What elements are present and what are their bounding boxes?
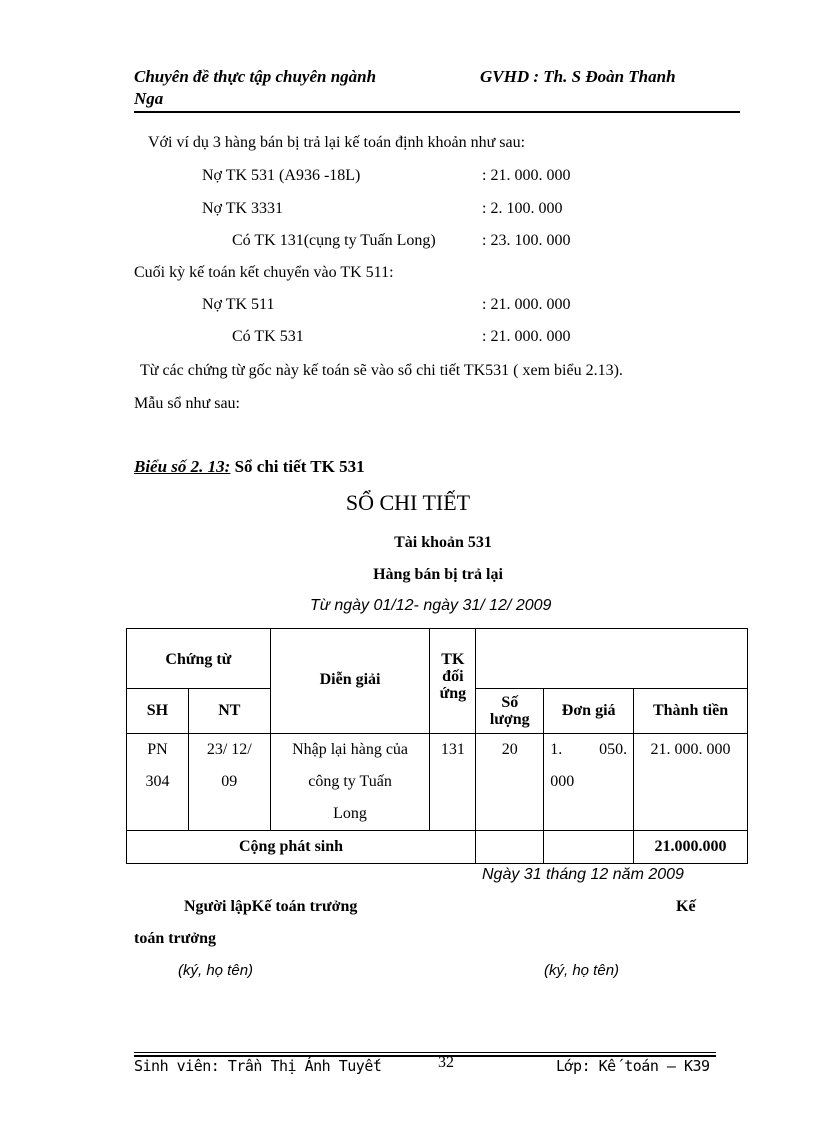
- col-so-luong: [476, 689, 544, 734]
- entry-amount: : 2. 100. 000: [482, 200, 563, 217]
- total-empty-cell: [476, 831, 544, 864]
- col-don-gia: Đơn giá: [544, 689, 634, 734]
- intro-line: Với ví dụ 3 hàng bán bị trả lại kế toán định khoản như sau:: [148, 134, 526, 151]
- cell-line: PN: [147, 741, 168, 758]
- cell-line: [550, 734, 627, 766]
- header-empty-cell: [476, 629, 748, 689]
- header-title: Chuyên đề thực tập chuyên ngành: [134, 67, 377, 86]
- entry-amount: : 23. 100. 000: [482, 232, 571, 249]
- col-nt: NT: [188, 689, 270, 734]
- table-header-row: [127, 629, 748, 689]
- signature-left-note: (ký, họ tên): [178, 962, 254, 979]
- footer-rule-top: [134, 1052, 716, 1053]
- form-label: Biểu số 2. 13:: [134, 457, 231, 476]
- col-thanh-tien: Thành tiền: [634, 689, 748, 734]
- form-account: Tài khoản 531: [394, 534, 492, 551]
- cell-line: 304: [145, 773, 170, 790]
- table-row: [127, 734, 748, 831]
- signature-chief-cont: toán trưởng: [134, 930, 217, 947]
- footer-page-number: 32: [438, 1054, 454, 1071]
- cell-nt: [188, 734, 270, 831]
- entry-amount: : 21. 000. 000: [482, 328, 571, 345]
- cell-line: Long: [333, 805, 367, 822]
- header-rule: [134, 111, 740, 113]
- header-advisor: GVHD : Th. S Đoàn Thanh: [480, 67, 676, 86]
- entry-label: Có TK 531: [232, 328, 304, 345]
- form-account-name: Hàng bán bị trả lại: [373, 566, 503, 583]
- cell-thanh-tien: 21. 000. 000: [634, 734, 748, 831]
- entry-label: Nợ TK 3331: [202, 200, 284, 217]
- footer-class: Lớp: Kế toán – K39: [556, 1057, 710, 1075]
- col-so-luong-line: Số: [501, 694, 519, 711]
- col-tk-line: đối: [442, 668, 464, 685]
- cell-line: Nhập lại hàng của: [292, 741, 409, 758]
- cell-line: công ty Tuấn: [308, 773, 392, 790]
- col-so-luong-line: lượng: [489, 711, 530, 728]
- cell-sh: [127, 734, 189, 831]
- footer-student: Sinh viên: Trần Thị Ánh Tuyết: [134, 1057, 382, 1075]
- form-period: Từ ngày 01/12- ngày 31/ 12/ 2009: [310, 597, 552, 614]
- cell-line: 000: [550, 773, 575, 790]
- col-tk-doi-ung: [430, 629, 476, 734]
- total-label: Cộng phát sinh: [127, 831, 476, 864]
- table-total-row: [127, 831, 748, 864]
- form-label-line: [134, 457, 365, 477]
- intro-line: Mẫu sổ như sau:: [134, 395, 240, 412]
- col-tk-line: TK: [441, 651, 465, 668]
- cell-so-luong: 20: [476, 734, 544, 831]
- intro-line: Cuối kỳ kế toán kết chuyển vào TK 511:: [134, 264, 394, 281]
- col-tk-line: ứng: [439, 685, 467, 702]
- intro-line: Từ các chứng từ gốc này kế toán sẽ vào sổ chi tiết TK531 ( xem biểu 2.13).: [140, 362, 623, 379]
- cell-don-gia: [544, 734, 634, 831]
- col-sh: SH: [127, 689, 189, 734]
- col-chung-tu: Chứng từ: [127, 629, 271, 689]
- entry-amount: : 21. 000. 000: [482, 296, 571, 313]
- entry-label: Có TK 131(cụng ty Tuấn Long): [232, 232, 436, 249]
- signature-date: Ngày 31 tháng 12 năm 2009: [482, 866, 684, 883]
- cell-part: 050.: [599, 741, 628, 758]
- cell-dien-giai: [270, 734, 430, 831]
- cell-line: 23/ 12/: [206, 741, 252, 758]
- total-empty-cell: [544, 831, 634, 864]
- col-dien-giai: Diễn giải: [270, 629, 430, 734]
- signature-chief: Kế: [676, 898, 696, 915]
- cell-part: 1.: [550, 741, 563, 758]
- cell-line: 09: [221, 773, 238, 790]
- header-title-cont: Nga: [134, 89, 164, 108]
- entry-label: Nợ TK 531 (A936 -18L): [202, 167, 361, 184]
- entry-label: Nợ TK 511: [202, 296, 275, 313]
- total-value: 21.000.000: [634, 831, 748, 864]
- form-title: SỔ CHI TIẾT: [345, 490, 471, 515]
- ledger-table: [126, 628, 748, 864]
- entry-amount: : 21. 000. 000: [482, 167, 571, 184]
- signature-preparer: Người lậpKế toán trưởng: [184, 898, 358, 915]
- signature-right-note: (ký, họ tên): [544, 962, 620, 979]
- form-label-rest: Sổ chi tiết TK 531: [230, 457, 365, 476]
- cell-tk: 131: [430, 734, 476, 831]
